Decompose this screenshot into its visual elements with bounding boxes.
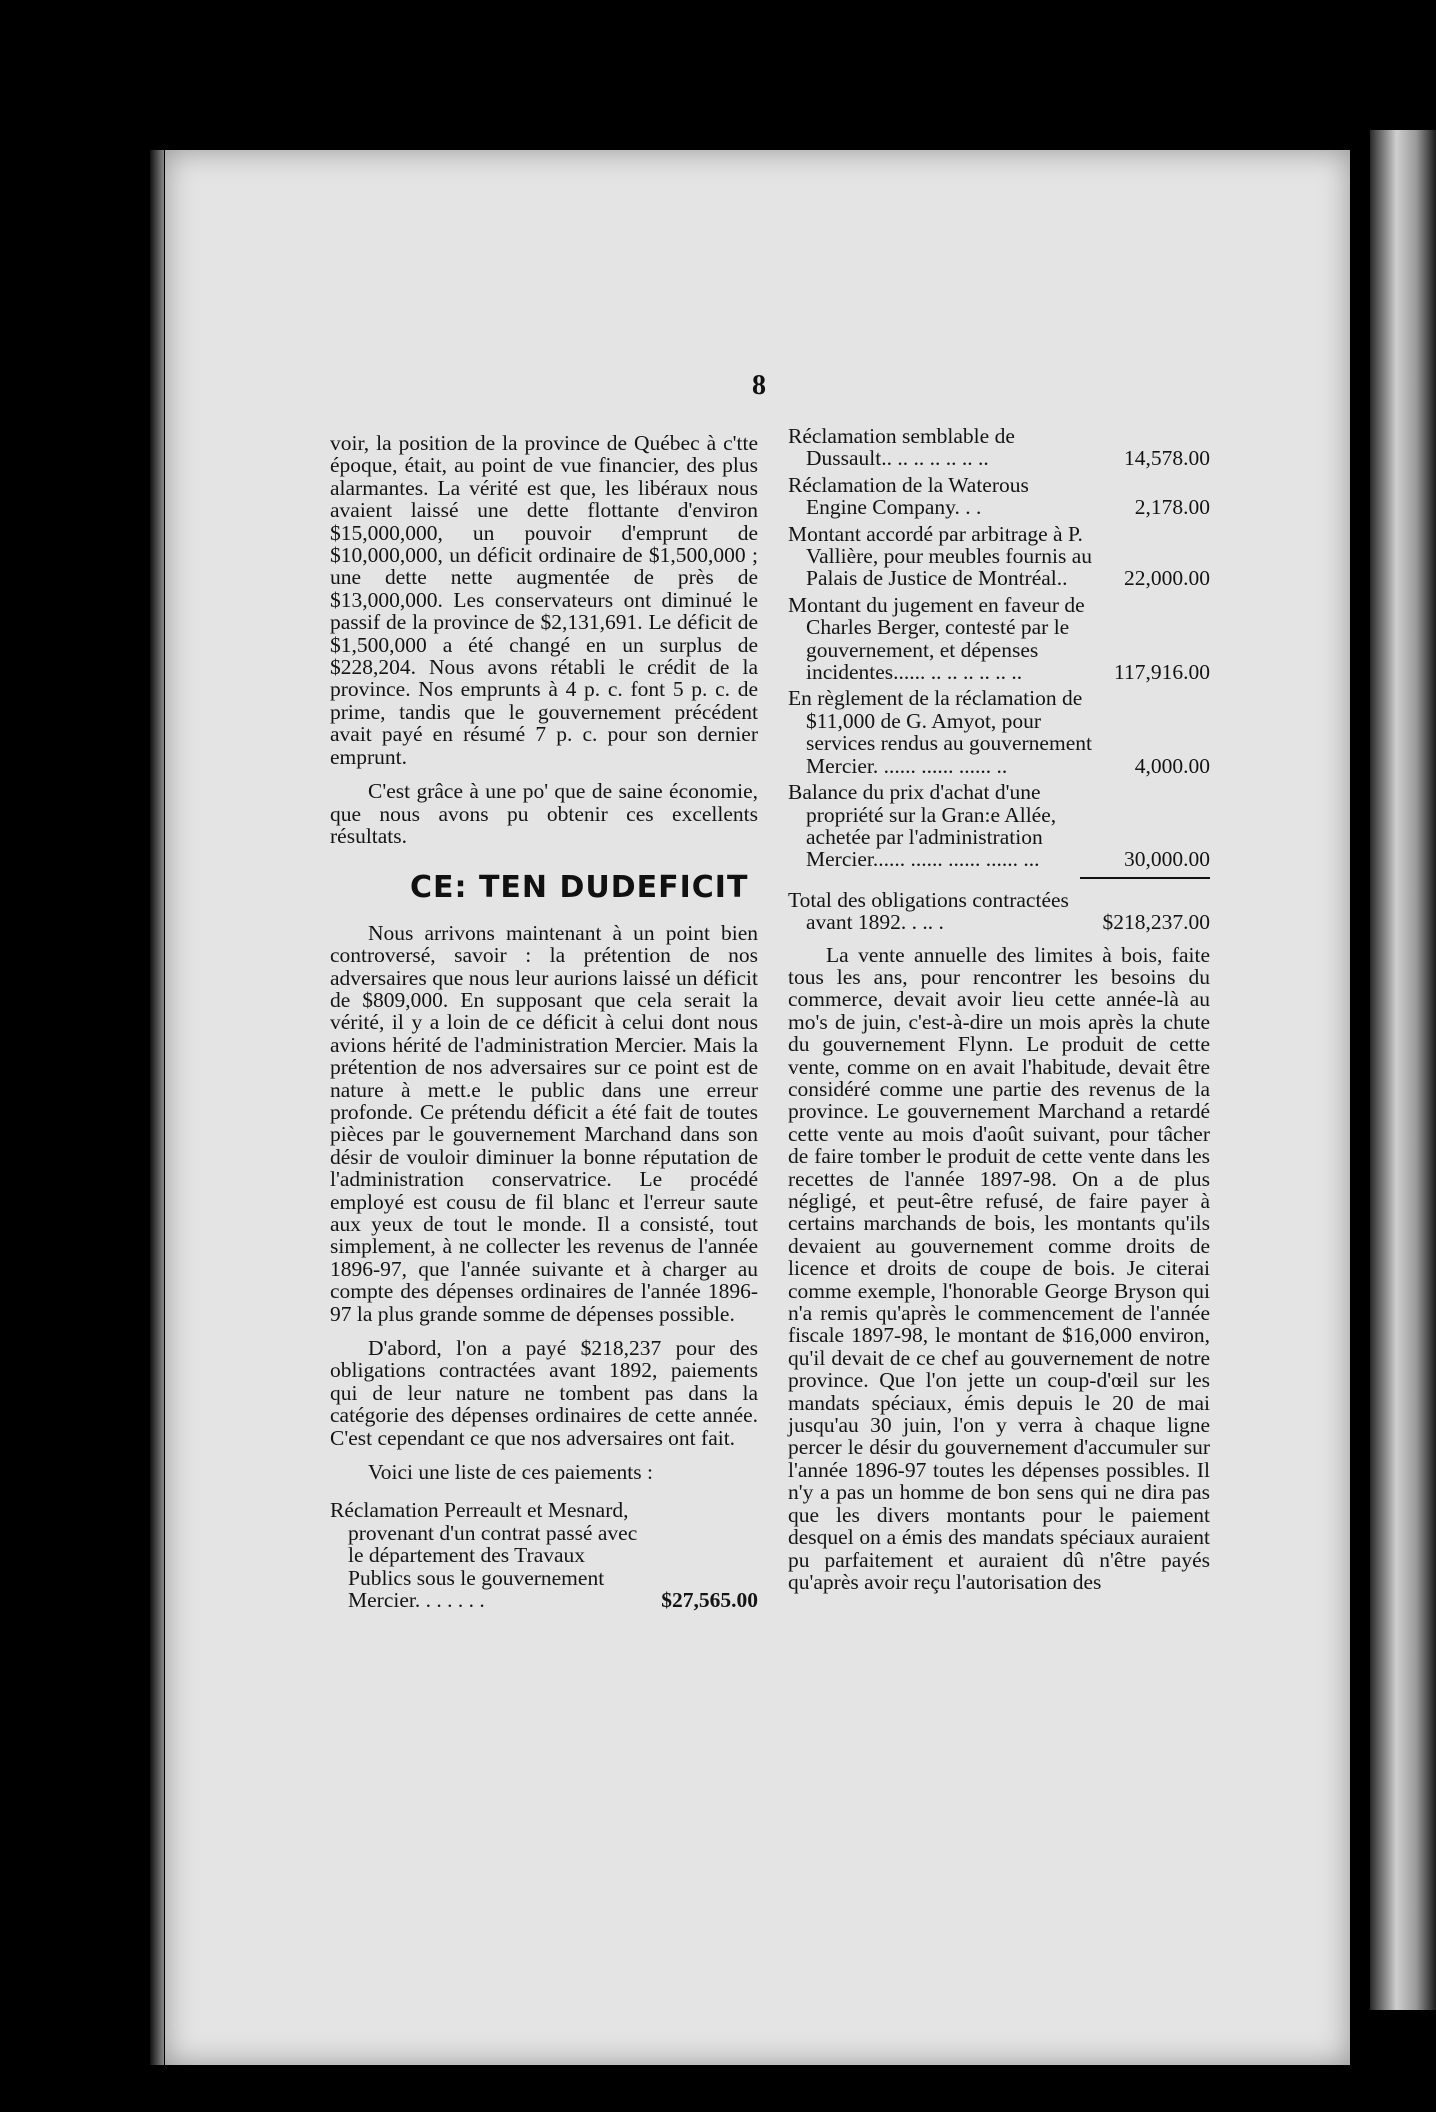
- payment-entry: [788, 687, 1210, 777]
- payment-description: En règlement de la réclamation de $11,000 de G. Amyot, pour services rendus au gouvernement Mercier. ...... ...... ...... ..: [788, 686, 1092, 778]
- right-column: [788, 425, 1210, 1605]
- page-binding-shadow: [150, 150, 164, 2065]
- payment-entry: [788, 523, 1210, 590]
- payment-entry: [788, 594, 1210, 684]
- payment-entry: [330, 1499, 758, 1611]
- paragraph: Nous arrivons maintenant à un point bien controversé, savoir : la prétention de nos adversaires que nous leur aurions laissé un déficit de $809,000. En supposant que cela serait la vérité, il y a loin de ce déficit à celui dont nous avions hérité de l'administration Mercier. Mais la prétention de nos adversaires sur ce point est de nature à mett.e le public dans une erreur profonde. Ce prétendu déficit a été fait de toutes pièces par le gouvernement Marchand dans son désir de vouloir diminuer la bonne réputation de l'administration conservatrice. Le procédé employé est cousu de fil blanc et l'erreur saute aux yeux de tout le monde. Il a consisté, tout simplement, à ne collecter les revenus de l'année 1896-97, que l'année suivante et à charger au compte des dépenses ordinaires de l'année 1896-97 la plus grande somme de dépenses possible.: [330, 920, 758, 1326]
- payment-amount: 117,916.00: [1114, 660, 1210, 685]
- total-description: Total des obligations contractées avant 1892. . .. .: [788, 887, 1069, 935]
- payment-amount: 2,178.00: [1134, 495, 1210, 520]
- payment-amount: 30,000.00: [1124, 847, 1210, 872]
- paragraph: C'est grâce à une po' que de saine économie, que nous avons pu obtenir ces excellents résultats.: [330, 779, 758, 848]
- section-heading: CE: TEN DUDEFICIT: [410, 870, 749, 906]
- payment-description: Réclamation semblable de Dussault.. .. .. .. .. .. ..: [788, 424, 1015, 471]
- paragraph: D'abord, l'on a payé $218,237 pour des obligations contractées avant 1892, paiements qui de leur nature ne tombent pas dans la catégorie des dépenses ordinaires de cette année. C'est cependant ce que nos adversaires ont fait.: [330, 1336, 758, 1450]
- payment-description: Montant accordé par arbitrage à P. Vallière, pour meubles fournis au Palais de Justice de Montréal..: [788, 521, 1092, 591]
- payment-entry: [788, 474, 1210, 519]
- payment-description: Réclamation de la Waterous Engine Company. . .: [788, 472, 1029, 520]
- payment-entry: [788, 781, 1210, 871]
- payment-description: Montant du jugement en faveur de Charles Berger, contesté par le gouvernement, et dépenses incidentes...... .. .. .. .. .. ..: [788, 592, 1085, 685]
- payment-description: Balance du prix d'achat d'une propriété sur la Gran:e Allée, achetée par l'administration Mercier...... ...... ...... ...... ...: [788, 780, 1057, 872]
- paragraph: Voici une liste de ces paiements :: [368, 1460, 654, 1485]
- paragraph: La vente annuelle des limites à bois, faite tous les ans, pour rencontrer les besoins du commerce, devait avoir lieu cette année-là au mo's de juin, c'est-à-dire un mois après la chute du gouvernement Flynn. Le produit de cette vente, comme on en avait l'habitude, devait être considéré comme une partie des revenus de la province. Le gouvernement Marchand a retardé cette vente au mois d'août suivant, pour tâcher de faire tomber le produit de cette vente dans les recettes de l'année 1897-98. On a de plus négligé, et peut-être refusé, de faire payer à certains marchands de bois, les montants qu'ils devaient au gouvernement comme droits de licence et droits de coupe de bois. Je citerai comme exemple, l'honorable George Bryson qui n'a remis qu'après le commencement de l'année fiscale 1897-98, le montant de $16,000 environ, qu'il devait de ce chef au gouvernement de notre province. Que l'on jette un coup-d'œil sur les mandats spéciaux, émis depuis le 20 de mai jusqu'au 30 juin, l'on y verra à chaque ligne percer le désir du gouvernement d'accumuler sur l'année 1896-97 toutes les dépenses possibles. Il n'y a pas un homme de bon sens qui ne dira pas que les divers montants pour le paiement desquel on a émis des mandats spéciaux auraient pu parfaitement et auraient dû n'être payés qu'après avoir reçu l'autorisation des: [788, 942, 1210, 1594]
- left-column: [330, 432, 758, 1616]
- payment-amount: 4,000.00: [1134, 753, 1210, 778]
- paragraph: voir, la position de la province de Québec à c'tte époque, était, au point de vue financier, des plus alarmantes. La vérité est que, les libéraux nous avaient laissé une dette flottante d'environ $15,000,000, un pouvoir d'emprunt de $10,000,000, un déficit ordinaire de $1,500,000 ; une dette nette augmentée de près de $13,000,000. Les conservateurs ont diminué le passif de la province de $2,131,691. Le déficit de $1,500,000 a été changé en un surplus de $228,204. Nous avons rétabli le crédit de la province. Nos emprunts à 4 p. c. font 5 p. c. de prime, tandis que le gouvernement précédent avait payé en résumé 7 p. c. pour son dernier emprunt.: [330, 431, 758, 769]
- payment-amount: 22,000.00: [1124, 566, 1210, 591]
- payment-entry: [788, 425, 1210, 470]
- payment-description: Réclamation Perreault et Mesnard, provenant d'un contrat passé avec le département des Travaux Publics sous le gouvernement Mercier. . . . . . .: [330, 1498, 638, 1613]
- payment-amount: 14,578.00: [1124, 446, 1210, 471]
- payment-amount: $27,565.00: [661, 1588, 758, 1613]
- total-entry: [788, 889, 1210, 934]
- sum-rule: [1080, 877, 1210, 879]
- adjacent-page-edge: [1370, 130, 1436, 2010]
- page-number: 8: [752, 370, 766, 401]
- total-amount: $218,237.00: [1102, 910, 1210, 935]
